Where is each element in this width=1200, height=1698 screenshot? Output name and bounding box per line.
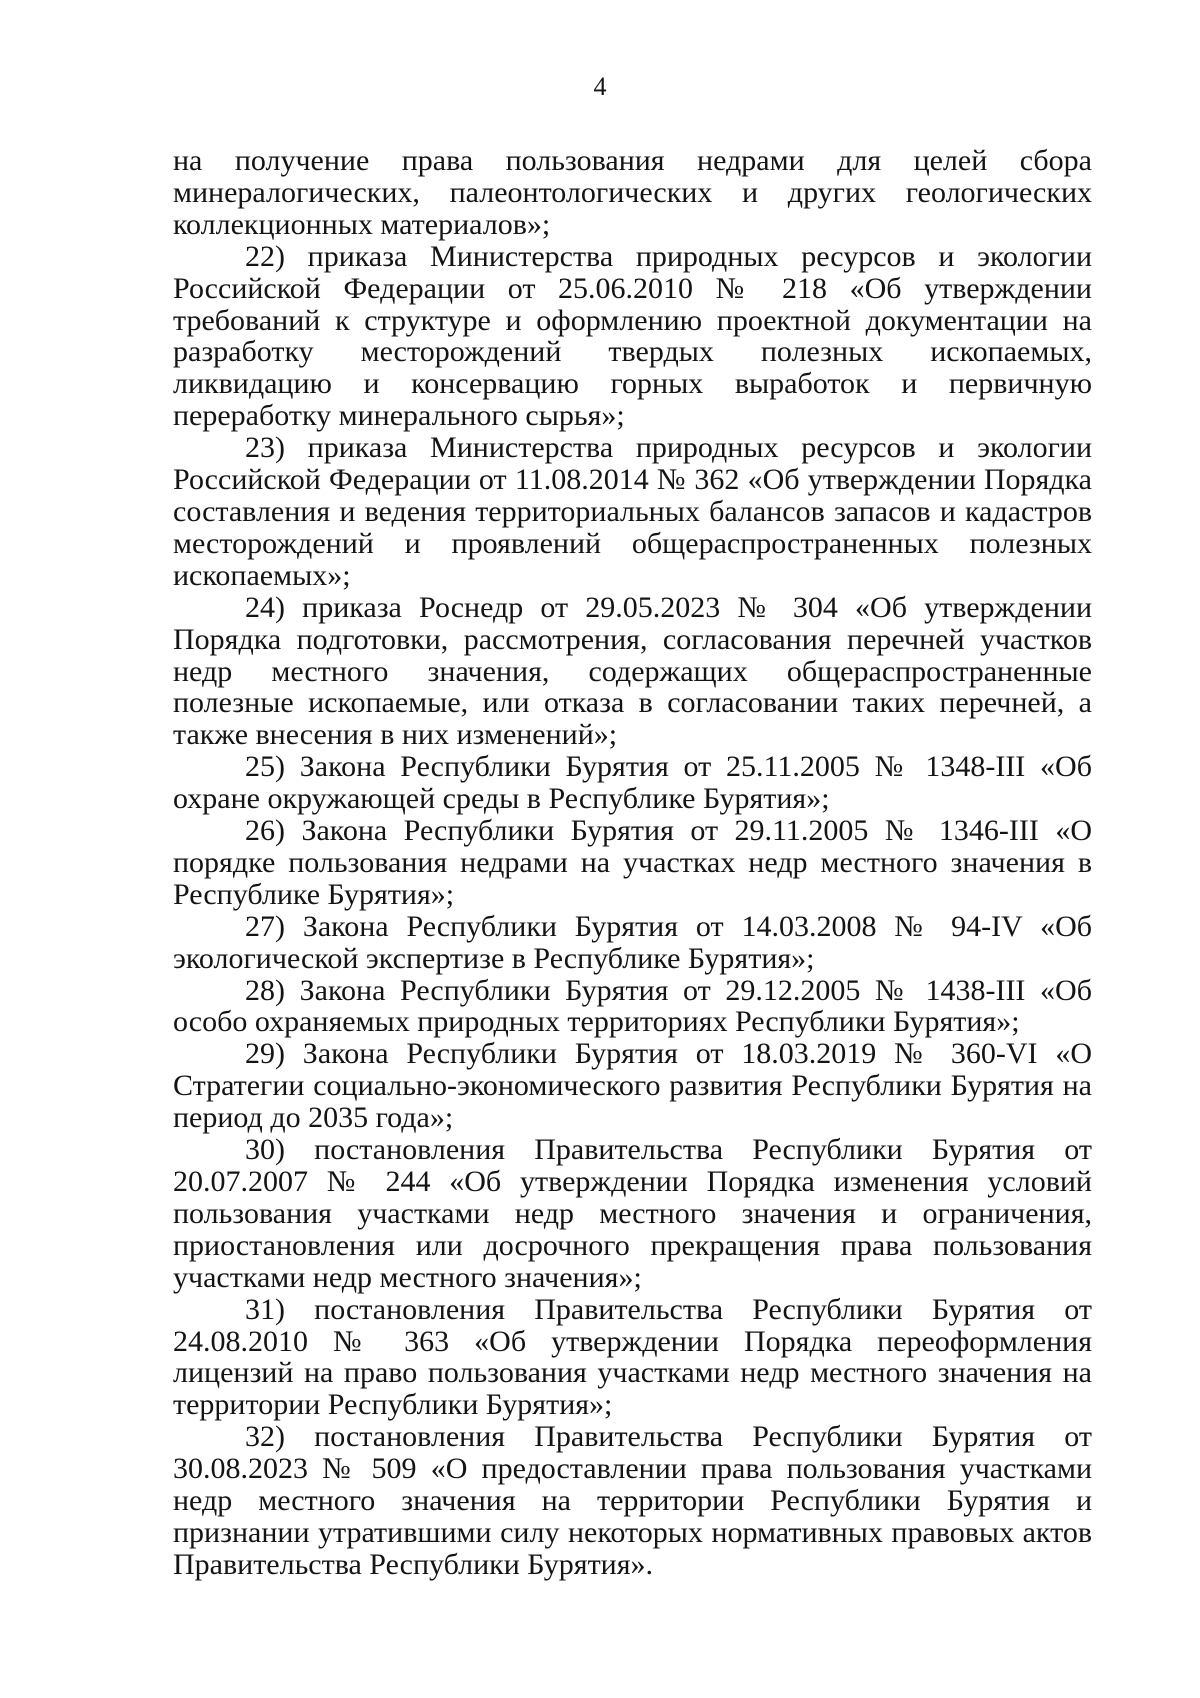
list-item-27: 27) Закона Республики Бурятия от 14.03.2008 № 94-IV «Об экологической экспертизе в Республике Бурятия»; xyxy=(173,909,1092,975)
document-body xyxy=(173,145,1092,1581)
paragraph-continuation: на получение права пользования недрами для целей сбора минералогических, палеонтологических и других геологических коллекционных материалов»; xyxy=(173,144,1092,241)
list-item-26: 26) Закона Республики Бурятия от 29.11.2005 № 1346-III «О порядке пользования недрами на участках недр местного значения в Республике Бурятия»; xyxy=(173,814,1092,911)
page-number: 4 xyxy=(593,72,607,101)
list-item-28: 28) Закона Республики Бурятия от 29.12.2005 № 1438-III «Об особо охраняемых природных территориях Республики Бурятия»; xyxy=(173,973,1092,1039)
list-item-31: 31) постановления Правительства Республики Бурятия от 24.08.2010 № 363 «Об утверждении Порядка переоформления лицензий на право пользования участками недр местного значения на территории Республики Бурятия»; xyxy=(173,1292,1092,1422)
list-item-30: 30) постановления Правительства Республики Бурятия от 20.07.2007 № 244 «Об утверждении Порядка изменения условий пользования участками недр местного значения и ограничения, приостановления или досрочного прекращения права пользования участками недр местного значения»; xyxy=(173,1133,1092,1294)
list-item-24: 24) приказа Роснедр от 29.05.2023 № 304 «Об утверждении Порядка подготовки, рассмотрения, согласования перечней участков недр местного значения, содержащих общераспространенные полезные ископаемые, или отказа в согласовании таких перечней, а также внесения в них изменений»; xyxy=(173,590,1092,752)
list-item-29: 29) Закона Республики Бурятия от 18.03.2019 № 360-VI «О Стратегии социально-экономического развития Республики Бурятия на период до 2035 года»; xyxy=(173,1037,1092,1135)
list-item-32: 32) постановления Правительства Республики Бурятия от 30.08.2023 № 509 «О предоставлении права пользования участками недр местного значения на территории Республики Бурятия и признании утратившими силу некоторых нормативных правовых актов Правительства Республики Бурятия». xyxy=(173,1420,1092,1581)
list-item-23: 23) приказа Министерства природных ресурсов и экологии Российской Федерации от 11.08.2014 № 362 «Об утверждении Порядка составления и ведения территориальных балансов запасов и кадастров месторождений и проявлений общераспространенных полезных ископаемых»; xyxy=(173,431,1092,592)
list-item-22: 22) приказа Министерства природных ресурсов и экологии Российской Федерации от 25.06.2010 № 218 «Об утверждении требований к структуре и оформлению проектной документации на разработку месторождений твердых полезных ископаемых, ликвидацию и консервацию горных выработок и первичную переработку минерального сырья»; xyxy=(173,239,1092,433)
list-item-25: 25) Закона Республики Бурятия от 25.11.2005 № 1348-III «Об охране окружающей среды в Республике Бурятия»; xyxy=(173,750,1092,816)
